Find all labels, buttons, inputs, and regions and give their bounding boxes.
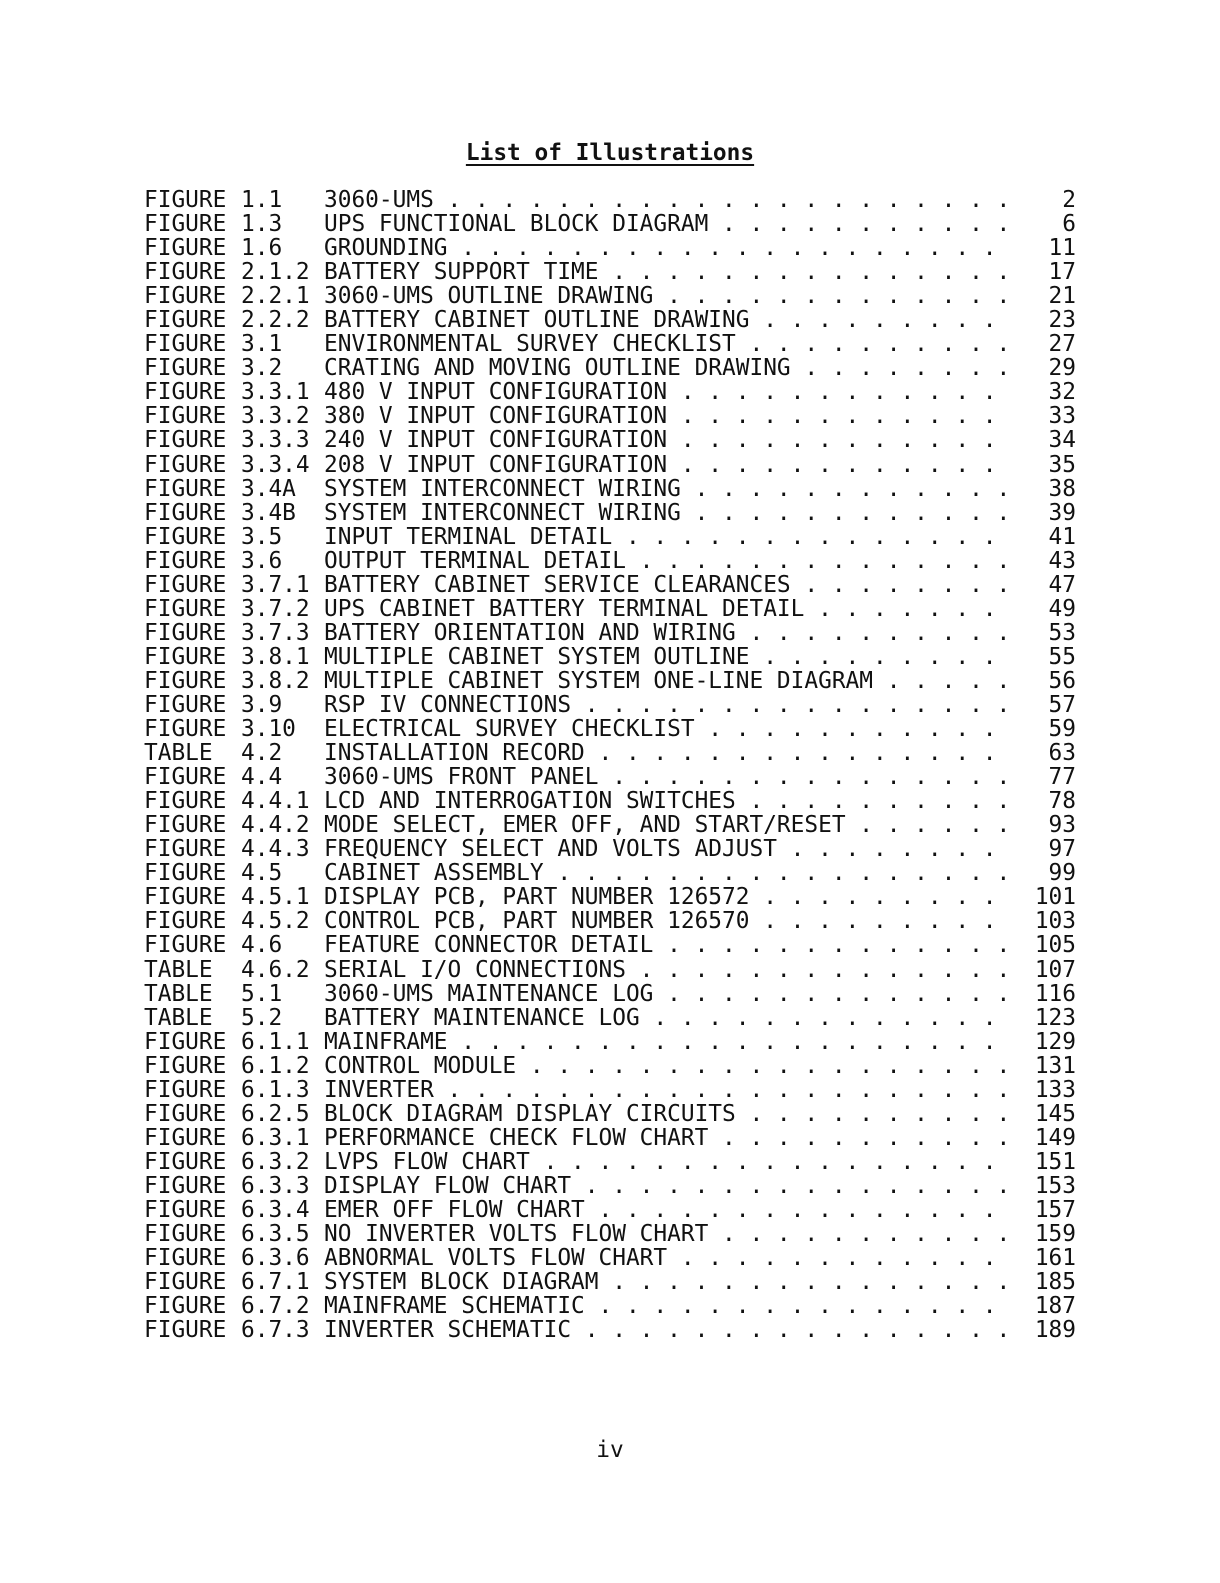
entry-title: 3060-UMS FRONT PANEL [324, 765, 599, 790]
entry-page: 116 [1034, 980, 1076, 1007]
entry-kind: FIGURE [144, 283, 227, 310]
entry-kind: FIGURE [144, 1172, 227, 1199]
entry-title-with-leader [324, 501, 1008, 525]
entry-page: 47 [1048, 571, 1076, 598]
entry-title: SYSTEM BLOCK DIAGRAM [324, 1270, 599, 1295]
entry-title: BATTERY SUPPORT TIME [324, 260, 599, 285]
list-item [144, 1270, 1076, 1294]
entry-title-with-leader [324, 1102, 1008, 1126]
entry-title: DISPLAY PCB, PART NUMBER 126572 [324, 885, 750, 910]
entry-title-with-leader [324, 1150, 1008, 1174]
entry-number: 3.1 [241, 331, 283, 358]
entry-title: BATTERY CABINET OUTLINE DRAWING [324, 308, 750, 333]
entry-title-with-leader [324, 837, 1008, 861]
list-item [144, 645, 1076, 669]
entry-title: RSP IV CONNECTIONS [324, 692, 572, 718]
list-item [144, 308, 1076, 332]
entry-title-with-leader [324, 1246, 1008, 1270]
entry-number: 2.2.1 [241, 283, 310, 310]
entry-title: CONTROL PCB, PART NUMBER 126570 [324, 909, 750, 934]
entry-page: 187 [1034, 1293, 1076, 1320]
entry-title: FEATURE CONNECTOR DETAIL [324, 933, 654, 958]
entry-title: PERFORMANCE CHECK FLOW CHART [324, 1125, 709, 1150]
entry-number: 6.7.2 [241, 1293, 310, 1320]
list-item [144, 428, 1076, 452]
list-item [144, 1150, 1076, 1174]
entry-page: 101 [1034, 884, 1076, 911]
entry-title-with-leader [324, 212, 1008, 236]
entry-page: 161 [1034, 1245, 1076, 1272]
entry-page: 107 [1034, 956, 1076, 983]
list-item [144, 549, 1076, 573]
list-item [144, 885, 1076, 909]
entry-title: MULTIPLE CABINET SYSTEM ONE-LINE DIAGRAM [324, 668, 873, 693]
entry-title: SERIAL I/O CONNECTIONS [324, 957, 626, 982]
entry-title: BATTERY CABINET SERVICE CLEARANCES [324, 572, 791, 597]
entry-number: 6.3.4 [241, 1196, 310, 1223]
entry-page: 149 [1034, 1124, 1076, 1151]
entry-title-with-leader [324, 1318, 1008, 1342]
entry-number: 2.2.2 [241, 307, 310, 334]
entry-kind: FIGURE [144, 211, 227, 238]
entry-page: 11 [1048, 235, 1076, 262]
entry-title-with-leader [324, 428, 1008, 452]
entry-page: 17 [1048, 259, 1076, 286]
entry-title: 240 V INPUT CONFIGURATION [324, 428, 668, 453]
entry-kind: FIGURE [144, 619, 227, 646]
entry-title: 3060-UMS OUTLINE DRAWING [324, 284, 654, 309]
entry-page: 129 [1034, 1028, 1076, 1055]
entry-number: 3.5 [241, 523, 283, 550]
entry-kind: TABLE [144, 1004, 213, 1031]
entry-title-with-leader [324, 1078, 1008, 1102]
list-item [144, 1198, 1076, 1222]
list-item [144, 1318, 1076, 1342]
entry-title: ELECTRICAL SURVEY CHECKLIST [324, 717, 695, 742]
entry-kind: FIGURE [144, 667, 227, 694]
list-item [144, 332, 1076, 356]
entry-kind: FIGURE [144, 1028, 227, 1055]
entry-number: 4.4.2 [241, 812, 310, 839]
entry-number: 3.3.2 [241, 403, 310, 430]
entry-page: 59 [1048, 716, 1076, 743]
entry-kind: FIGURE [144, 235, 227, 262]
entry-title-with-leader [324, 1006, 1008, 1030]
entry-number: 3.4B [241, 499, 296, 526]
list-item [144, 1102, 1076, 1126]
entry-number: 4.5 [241, 860, 283, 887]
entry-number: 3.4A [241, 475, 296, 502]
entry-title-with-leader [324, 597, 1008, 621]
entry-title-with-leader [324, 1270, 1008, 1294]
entry-title: BLOCK DIAGRAM DISPLAY CIRCUITS [324, 1101, 736, 1126]
entry-title-with-leader [324, 1030, 1008, 1054]
entry-number: 3.2 [241, 355, 283, 382]
entry-number: 6.3.2 [241, 1148, 310, 1175]
entry-title: OUTPUT TERMINAL DETAIL [324, 548, 626, 573]
entry-kind: FIGURE [144, 836, 227, 863]
entry-kind: FIGURE [144, 307, 227, 334]
entry-title-with-leader [324, 404, 1008, 428]
list-item [144, 1294, 1076, 1318]
entry-kind: FIGURE [144, 499, 227, 526]
list-item [144, 765, 1076, 789]
entry-kind: FIGURE [144, 331, 227, 358]
entry-page: 103 [1034, 908, 1076, 935]
page-number: iv [596, 1437, 624, 1463]
entry-kind: FIGURE [144, 475, 227, 502]
entry-title: UPS FUNCTIONAL BLOCK DIAGRAM [324, 212, 709, 237]
list-item [144, 260, 1076, 284]
entry-title-with-leader [324, 525, 1008, 549]
entry-kind: FIGURE [144, 1124, 227, 1151]
entry-page: 35 [1048, 451, 1076, 478]
entry-number: 4.4.1 [241, 788, 310, 815]
entry-page: 185 [1034, 1269, 1076, 1296]
entry-number: 6.1.2 [241, 1052, 310, 1079]
entry-page: 131 [1034, 1052, 1076, 1079]
list-item [144, 813, 1076, 837]
entry-title-with-leader [324, 645, 1008, 669]
entry-kind: FIGURE [144, 259, 227, 286]
list-item [144, 1054, 1076, 1078]
entry-title: LVPS FLOW CHART [324, 1149, 530, 1174]
entry-kind: FIGURE [144, 571, 227, 598]
entry-number: 1.6 [241, 235, 283, 262]
entry-title-with-leader [324, 549, 1008, 573]
entry-title-with-leader [324, 453, 1008, 477]
list-item [144, 1126, 1076, 1150]
list-item [144, 501, 1076, 525]
list-item [144, 212, 1076, 236]
entry-number: 6.7.3 [241, 1317, 310, 1344]
entry-page: 153 [1034, 1172, 1076, 1199]
entry-page: 33 [1048, 403, 1076, 430]
entry-kind: FIGURE [144, 523, 227, 550]
entry-title: GROUNDING [324, 236, 448, 261]
list-item [144, 188, 1076, 212]
entry-kind: FIGURE [144, 908, 227, 935]
list-item [144, 380, 1076, 404]
entry-title: MAINFRAME SCHEMATIC [324, 1294, 585, 1319]
list-item [144, 861, 1076, 885]
entry-page: 49 [1048, 595, 1076, 622]
list-item [144, 669, 1076, 693]
entry-number: 2.1.2 [241, 259, 310, 286]
entry-kind: FIGURE [144, 860, 227, 887]
entry-page: 93 [1048, 812, 1076, 839]
entry-title-with-leader [324, 380, 1008, 404]
entry-page: 57 [1048, 691, 1076, 718]
list-item [144, 477, 1076, 501]
entry-kind: FIGURE [144, 1269, 227, 1296]
illustration-list [144, 188, 1076, 1342]
entry-title: SYSTEM INTERCONNECT WIRING [324, 500, 681, 525]
entry-title: LCD AND INTERROGATION SWITCHES [324, 789, 736, 814]
list-item [144, 1030, 1076, 1054]
entry-number: 6.3.3 [241, 1172, 310, 1199]
entry-title-with-leader [324, 693, 1008, 717]
entry-title-with-leader [324, 356, 1008, 380]
entry-page: 77 [1048, 764, 1076, 791]
list-item [144, 356, 1076, 380]
entry-kind: FIGURE [144, 1148, 227, 1175]
entry-number: 3.3.1 [241, 379, 310, 406]
entry-page: 23 [1048, 307, 1076, 334]
entry-page: 41 [1048, 523, 1076, 550]
entry-kind: FIGURE [144, 643, 227, 670]
entry-title-with-leader [324, 260, 1008, 284]
list-item [144, 525, 1076, 549]
entry-title: DISPLAY FLOW CHART [324, 1173, 572, 1198]
entry-title-with-leader [324, 332, 1008, 356]
entry-page: 56 [1048, 667, 1076, 694]
list-item [144, 1174, 1076, 1198]
entry-number: 6.3.5 [241, 1221, 310, 1248]
entry-title-with-leader [324, 958, 1008, 982]
entry-title-with-leader [324, 813, 1008, 837]
entry-title: MULTIPLE CABINET SYSTEM OUTLINE [324, 644, 750, 669]
entry-title-with-leader [324, 669, 1008, 693]
entry-title-with-leader [324, 573, 1008, 597]
entry-title: INSTALLATION RECORD [324, 741, 585, 766]
entry-page: 105 [1034, 932, 1076, 959]
entry-title: MODE SELECT, EMER OFF, AND START/RESET [324, 813, 846, 838]
entry-number: 4.6.2 [241, 956, 310, 983]
entry-page: 145 [1034, 1100, 1076, 1127]
entry-kind: FIGURE [144, 764, 227, 791]
entry-number: 6.3.1 [241, 1124, 310, 1151]
list-item [144, 1246, 1076, 1270]
entry-title: BATTERY MAINTENANCE LOG [324, 1005, 640, 1030]
entry-title-with-leader [324, 308, 1008, 332]
entry-title: CONTROL MODULE [324, 1053, 517, 1078]
page-title [0, 139, 1220, 167]
entry-title: BATTERY ORIENTATION AND WIRING [324, 620, 736, 645]
entry-kind: FIGURE [144, 1076, 227, 1103]
entry-page: 151 [1034, 1148, 1076, 1175]
entry-title-with-leader [324, 933, 1008, 957]
entry-kind: TABLE [144, 740, 213, 767]
entry-number: 3.6 [241, 547, 283, 574]
entry-number: 4.4.3 [241, 836, 310, 863]
entry-title-with-leader [324, 789, 1008, 813]
entry-page: 27 [1048, 331, 1076, 358]
list-item [144, 717, 1076, 741]
entry-title: CABINET ASSEMBLY [324, 861, 544, 886]
entry-page: 63 [1048, 740, 1076, 767]
entry-number: 3.3.3 [241, 427, 310, 454]
entry-title: SYSTEM INTERCONNECT WIRING [324, 476, 681, 501]
list-item [144, 958, 1076, 982]
entry-title-with-leader [324, 284, 1008, 308]
entry-title-with-leader [324, 765, 1008, 789]
list-item [144, 741, 1076, 765]
entry-title-with-leader [324, 188, 1008, 212]
entry-kind: FIGURE [144, 1221, 227, 1248]
entry-page: 55 [1048, 643, 1076, 670]
entry-number: 3.10 [241, 716, 296, 743]
list-item [144, 236, 1076, 260]
entry-title: FREQUENCY SELECT AND VOLTS ADJUST [324, 837, 777, 862]
entry-title-with-leader [324, 1294, 1008, 1318]
entry-title: 3060-UMS [324, 188, 434, 213]
entry-kind: FIGURE [144, 379, 227, 406]
entry-kind: FIGURE [144, 1317, 227, 1344]
entry-number: 1.1 [241, 187, 283, 213]
entry-title-with-leader [324, 885, 1008, 909]
entry-page: 99 [1048, 860, 1076, 887]
entry-number: 4.6 [241, 932, 283, 959]
entry-title: 3060-UMS MAINTENANCE LOG [324, 981, 654, 1006]
entry-title-with-leader [324, 717, 1008, 741]
entry-kind: FIGURE [144, 595, 227, 622]
entry-page: 29 [1048, 355, 1076, 382]
entry-kind: FIGURE [144, 427, 227, 454]
entry-number: 3.8.1 [241, 643, 310, 670]
list-item [144, 693, 1076, 717]
entry-title: INVERTER SCHEMATIC [324, 1318, 572, 1343]
entry-kind: FIGURE [144, 788, 227, 815]
entry-title: 480 V INPUT CONFIGURATION [324, 380, 668, 405]
entry-kind: FIGURE [144, 1293, 227, 1320]
entry-title-with-leader [324, 236, 1008, 260]
entry-page: 39 [1048, 499, 1076, 526]
list-item [144, 597, 1076, 621]
entry-title-with-leader [324, 982, 1008, 1006]
list-item [144, 837, 1076, 861]
entry-kind: FIGURE [144, 691, 227, 718]
entry-page: 43 [1048, 547, 1076, 574]
entry-title-with-leader [324, 1054, 1008, 1078]
entry-kind: FIGURE [144, 812, 227, 839]
entry-title: 380 V INPUT CONFIGURATION [324, 404, 668, 429]
entry-number: 1.3 [241, 211, 283, 238]
entry-title: UPS CABINET BATTERY TERMINAL DETAIL [324, 596, 805, 621]
list-item [144, 933, 1076, 957]
entry-page: 189 [1034, 1317, 1076, 1344]
entry-title-with-leader [324, 861, 1008, 885]
entry-number: 6.1.1 [241, 1028, 310, 1055]
entry-number: 4.5.2 [241, 908, 310, 935]
entry-kind: FIGURE [144, 547, 227, 574]
list-item [144, 1222, 1076, 1246]
entry-number: 6.2.5 [241, 1100, 310, 1127]
entry-kind: FIGURE [144, 451, 227, 478]
entry-title-with-leader [324, 1174, 1008, 1198]
list-item [144, 1006, 1076, 1030]
entry-page: 78 [1048, 788, 1076, 815]
list-item [144, 789, 1076, 813]
entry-title-with-leader [324, 477, 1008, 501]
entry-title-with-leader [324, 909, 1008, 933]
entry-kind: FIGURE [144, 1100, 227, 1127]
list-item [144, 284, 1076, 308]
list-item [144, 982, 1076, 1006]
entry-page: 97 [1048, 836, 1076, 863]
entry-page: 6 [1062, 211, 1076, 238]
entry-number: 3.9 [241, 691, 283, 718]
entry-kind: FIGURE [144, 884, 227, 911]
entry-title: MAINFRAME [324, 1029, 448, 1054]
entry-number: 3.7.3 [241, 619, 310, 646]
entry-page: 34 [1048, 427, 1076, 454]
entry-kind: FIGURE [144, 932, 227, 959]
entry-page: 157 [1034, 1196, 1076, 1223]
entry-title: INPUT TERMINAL DETAIL [324, 524, 613, 549]
list-item [144, 1078, 1076, 1102]
list-item [144, 453, 1076, 477]
entry-number: 4.2 [241, 740, 283, 767]
entry-kind: TABLE [144, 956, 213, 983]
entry-kind: FIGURE [144, 1245, 227, 1272]
entry-page: 2 [1062, 187, 1076, 213]
entry-title: EMER OFF FLOW CHART [324, 1197, 585, 1223]
list-item [144, 573, 1076, 597]
entry-number: 3.7.1 [241, 571, 310, 598]
page-title-text: List of Illustrations [465, 140, 755, 166]
entry-kind: TABLE [144, 980, 213, 1007]
entry-title-with-leader [324, 741, 1008, 765]
list-item [144, 909, 1076, 933]
entry-kind: FIGURE [144, 1052, 227, 1079]
entry-page: 133 [1034, 1076, 1076, 1103]
entry-kind: FIGURE [144, 716, 227, 743]
entry-title-with-leader [324, 621, 1008, 645]
entry-number: 4.4 [241, 764, 283, 791]
entry-kind: FIGURE [144, 1196, 227, 1223]
entry-number: 3.3.4 [241, 451, 310, 478]
entry-number: 6.7.1 [241, 1269, 310, 1296]
list-item [144, 621, 1076, 645]
entry-title: ENVIRONMENTAL SURVEY CHECKLIST [324, 332, 736, 357]
list-item [144, 404, 1076, 428]
entry-title-with-leader [324, 1222, 1008, 1246]
entry-title: CRATING AND MOVING OUTLINE DRAWING [324, 356, 791, 381]
entry-title: ABNORMAL VOLTS FLOW CHART [324, 1246, 668, 1271]
entry-number: 3.7.2 [241, 595, 310, 622]
entry-page: 32 [1048, 379, 1076, 406]
entry-title: INVERTER [324, 1077, 434, 1102]
entry-number: 6.3.6 [241, 1245, 310, 1272]
entry-title-with-leader [324, 1198, 1008, 1222]
entry-title-with-leader [324, 1126, 1008, 1150]
entry-kind: FIGURE [144, 187, 227, 213]
entry-title: NO INVERTER VOLTS FLOW CHART [324, 1222, 709, 1247]
entry-number: 5.1 [241, 980, 283, 1007]
entry-title: 208 V INPUT CONFIGURATION [324, 452, 668, 477]
entry-number: 4.5.1 [241, 884, 310, 911]
entry-number: 3.8.2 [241, 667, 310, 694]
entry-page: 21 [1048, 283, 1076, 310]
entry-number: 5.2 [241, 1004, 283, 1031]
entry-page: 38 [1048, 475, 1076, 502]
entry-page: 123 [1034, 1004, 1076, 1031]
entry-page: 159 [1034, 1221, 1076, 1248]
entry-number: 6.1.3 [241, 1076, 310, 1103]
entry-kind: FIGURE [144, 403, 227, 430]
entry-kind: FIGURE [144, 355, 227, 382]
entry-page: 53 [1048, 619, 1076, 646]
